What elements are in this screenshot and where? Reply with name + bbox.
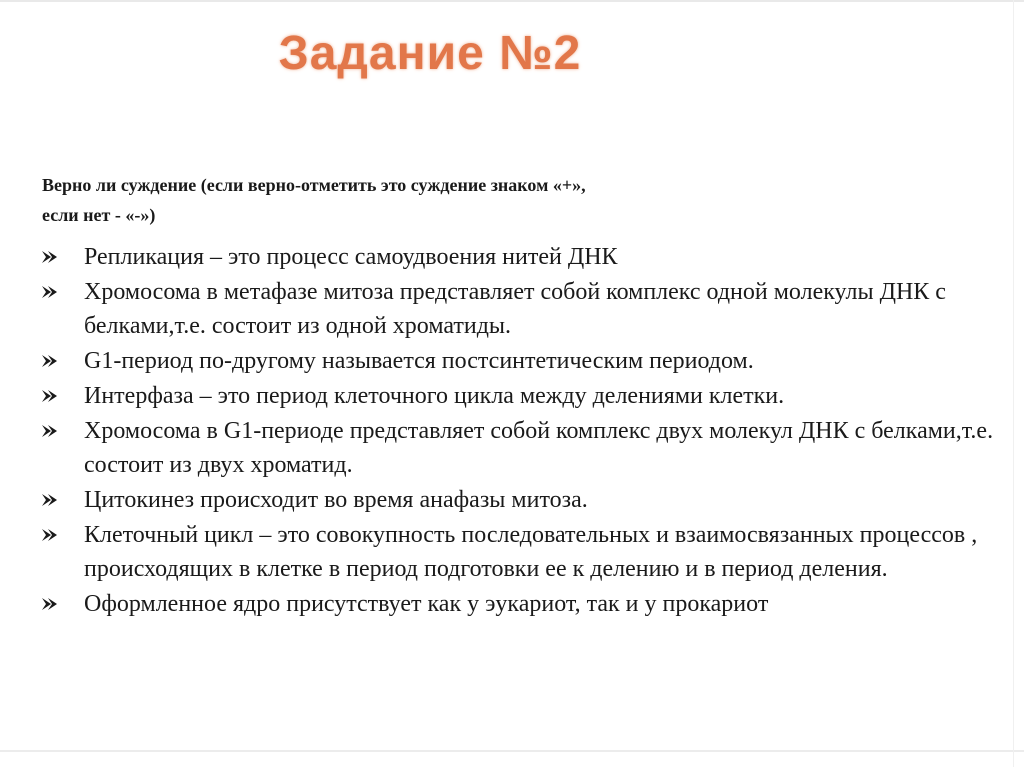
statement-text: Интерфаза – это период клеточного цикла между делениями клетки.: [84, 383, 785, 409]
arrow-bullet-icon: [40, 587, 62, 621]
slide-title: Задание №2: [278, 27, 582, 80]
instruction-line-1: Верно ли суждение (если верно-отметить это суждение знаком «+»,: [42, 175, 586, 195]
statement-text: Хромосома в G1-периоде представляет собой комплекс двух молекул ДНК с белками,т.е. состоит из двух хроматид.: [84, 418, 994, 478]
statement-text: Хромосома в метафазе митоза представляет собой комплекс одной молекулы ДНК с белками,т.е. состоит из одной хроматиды.: [84, 279, 946, 339]
slide-bottom-border: [0, 750, 1024, 752]
statement-item: [40, 240, 1000, 274]
slide-top-border: [0, 0, 1024, 2]
statement-item: [40, 275, 1000, 343]
statement-text: G1-период по-другому называется постсинтетическим периодом.: [84, 348, 754, 374]
statement-item: [40, 518, 1000, 586]
statement-text: Оформленное ядро присутствует как у эукариот, так и у прокариот: [84, 591, 769, 617]
statement-item: [40, 587, 1000, 621]
instruction-line-2: если нет - «-»): [42, 205, 156, 225]
arrow-bullet-icon: [40, 379, 62, 413]
arrow-bullet-icon: [40, 275, 62, 309]
arrow-bullet-icon: [40, 344, 62, 378]
statement-item: [40, 379, 1000, 413]
task-instruction: [42, 170, 842, 230]
statement-item: [40, 414, 1000, 482]
slide-right-border: [1013, 0, 1014, 767]
statement-item: [40, 344, 1000, 378]
arrow-bullet-icon: [40, 518, 62, 552]
arrow-bullet-icon: [40, 240, 62, 274]
arrow-bullet-icon: [40, 414, 62, 448]
statement-list: [40, 240, 1000, 622]
statement-text: Репликация – это процесс самоудвоения нитей ДНК: [84, 244, 618, 270]
statement-text: Клеточный цикл – это совокупность последовательных и взаимосвязанных процессов , происходящих в клетке в период подготовки ее к делению и в период деления.: [84, 522, 978, 582]
statement-text: Цитокинез происходит во время анафазы митоза.: [84, 487, 588, 513]
statement-item: [40, 483, 1000, 517]
arrow-bullet-icon: [40, 483, 62, 517]
